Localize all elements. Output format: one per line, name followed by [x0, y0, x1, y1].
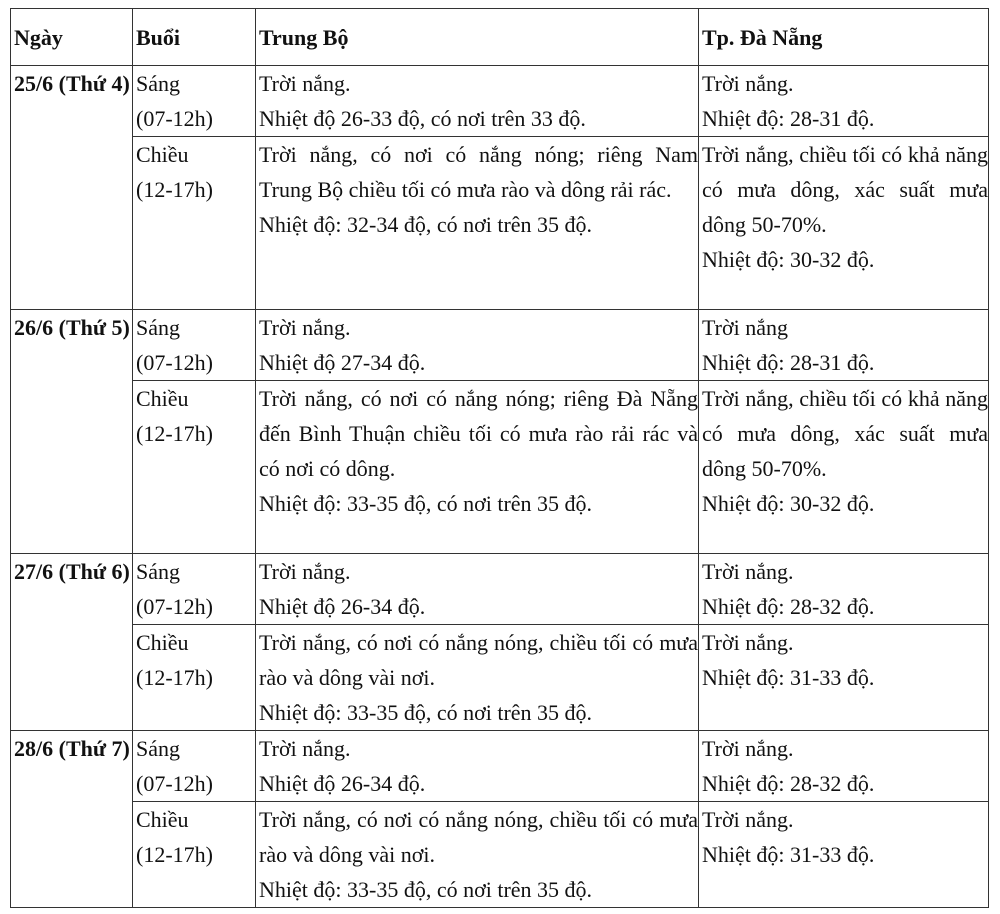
forecast-temperature: Nhiệt độ: 33-35 độ, có nơi trên 35 độ. — [259, 491, 593, 516]
session-label: Sáng — [136, 71, 180, 96]
forecast-temperature: Nhiệt độ 27-34 độ. — [259, 350, 426, 375]
table-header-row — [11, 9, 989, 66]
forecast-text: Trời nắng. — [702, 71, 794, 96]
danang-forecast-cell — [699, 137, 989, 310]
central-forecast-cell — [256, 802, 699, 908]
table-row — [11, 731, 989, 802]
forecast-text: Trời nắng. — [702, 736, 794, 761]
forecast-temperature: Nhiệt độ: 33-35 độ, có nơi trên 35 độ. — [259, 700, 593, 725]
weather-forecast-table — [10, 8, 989, 908]
session-label: Sáng — [136, 559, 180, 584]
forecast-text: Trời nắng, có nơi có nắng nóng, chiều tối có mưa rào và dông vài nơi. — [259, 807, 698, 867]
danang-forecast-cell — [699, 381, 989, 554]
forecast-text: Trời nắng. — [259, 559, 351, 584]
forecast-temperature: Nhiệt độ: 32-34 độ, có nơi trên 35 độ. — [259, 212, 593, 237]
forecast-temperature: Nhiệt độ: 33-35 độ, có nơi trên 35 độ. — [259, 877, 593, 902]
forecast-text: Trời nắng, chiều tối có khả năng có mưa dông, xác suất mưa dông 50-70%. — [702, 386, 988, 481]
table-row — [11, 66, 989, 137]
session-time: (12-17h) — [136, 842, 213, 867]
session-cell — [133, 137, 256, 310]
session-label: Chiều — [136, 807, 189, 832]
table-row — [11, 554, 989, 625]
central-forecast-cell — [256, 554, 699, 625]
session-label: Chiều — [136, 630, 189, 655]
forecast-text: Trời nắng, chiều tối có khả năng có mưa dông, xác suất mưa dông 50-70%. — [702, 142, 988, 237]
session-time: (07-12h) — [136, 771, 213, 796]
forecast-text: Trời nắng. — [702, 630, 794, 655]
session-time: (07-12h) — [136, 106, 213, 131]
session-label: Chiều — [136, 386, 189, 411]
session-label: Sáng — [136, 736, 180, 761]
forecast-text: Trời nắng. — [259, 736, 351, 761]
session-label: Sáng — [136, 315, 180, 340]
session-time: (07-12h) — [136, 350, 213, 375]
forecast-text: Trời nắng. — [702, 807, 794, 832]
forecast-text: Trời nắng. — [259, 71, 351, 96]
forecast-temperature: Nhiệt độ: 31-33 độ. — [702, 665, 875, 690]
forecast-text: Trời nắng. — [702, 559, 794, 584]
forecast-text: Trời nắng — [702, 315, 789, 340]
danang-forecast-cell — [699, 554, 989, 625]
forecast-text: Trời nắng, có nơi có nắng nóng, chiều tối có mưa rào và dông vài nơi. — [259, 630, 698, 690]
session-cell — [133, 625, 256, 731]
header-session: Buổi — [133, 9, 256, 66]
forecast-temperature: Nhiệt độ: 28-32 độ. — [702, 594, 875, 619]
session-cell — [133, 731, 256, 802]
central-forecast-cell — [256, 625, 699, 731]
danang-forecast-cell — [699, 625, 989, 731]
day-cell: 25/6 (Thứ 4) — [11, 66, 133, 310]
forecast-temperature: Nhiệt độ 26-34 độ. — [259, 771, 426, 796]
danang-forecast-cell — [699, 66, 989, 137]
forecast-temperature: Nhiệt độ: 28-32 độ. — [702, 771, 875, 796]
forecast-text: Trời nắng. — [259, 315, 351, 340]
table-row — [11, 802, 989, 908]
session-cell — [133, 554, 256, 625]
forecast-temperature: Nhiệt độ 26-34 độ. — [259, 594, 426, 619]
session-cell — [133, 802, 256, 908]
forecast-temperature: Nhiệt độ 26-33 độ, có nơi trên 33 độ. — [259, 106, 586, 131]
forecast-temperature: Nhiệt độ: 30-32 độ. — [702, 491, 875, 516]
session-time: (12-17h) — [136, 665, 213, 690]
table-row — [11, 137, 989, 310]
danang-forecast-cell — [699, 310, 989, 381]
forecast-temperature: Nhiệt độ: 31-33 độ. — [702, 842, 875, 867]
table-row — [11, 625, 989, 731]
table-row — [11, 381, 989, 554]
forecast-text: Trời nắng, có nơi có nắng nóng; riêng Nam Trung Bộ chiều tối có mưa rào và dông rải rác. — [259, 142, 698, 202]
central-forecast-cell — [256, 381, 699, 554]
session-time: (07-12h) — [136, 594, 213, 619]
header-day: Ngày — [11, 9, 133, 66]
forecast-temperature: Nhiệt độ: 30-32 độ. — [702, 247, 875, 272]
session-label: Chiều — [136, 142, 189, 167]
session-cell — [133, 66, 256, 137]
forecast-temperature: Nhiệt độ: 28-31 độ. — [702, 106, 875, 131]
central-forecast-cell — [256, 731, 699, 802]
day-cell: 27/6 (Thứ 6) — [11, 554, 133, 731]
session-cell — [133, 381, 256, 554]
central-forecast-cell — [256, 310, 699, 381]
header-central: Trung Bộ — [256, 9, 699, 66]
danang-forecast-cell — [699, 802, 989, 908]
session-cell — [133, 310, 256, 381]
day-cell: 26/6 (Thứ 5) — [11, 310, 133, 554]
header-danang: Tp. Đà Nẵng — [699, 9, 989, 66]
danang-forecast-cell — [699, 731, 989, 802]
central-forecast-cell — [256, 66, 699, 137]
session-time: (12-17h) — [136, 177, 213, 202]
forecast-text: Trời nắng, có nơi có nắng nóng; riêng Đà Nẵng đến Bình Thuận chiều tối có mưa rào rải rác và có nơi có dông. — [259, 386, 698, 481]
day-cell: 28/6 (Thứ 7) — [11, 731, 133, 908]
forecast-temperature: Nhiệt độ: 28-31 độ. — [702, 350, 875, 375]
session-time: (12-17h) — [136, 421, 213, 446]
table-row — [11, 310, 989, 381]
central-forecast-cell — [256, 137, 699, 310]
